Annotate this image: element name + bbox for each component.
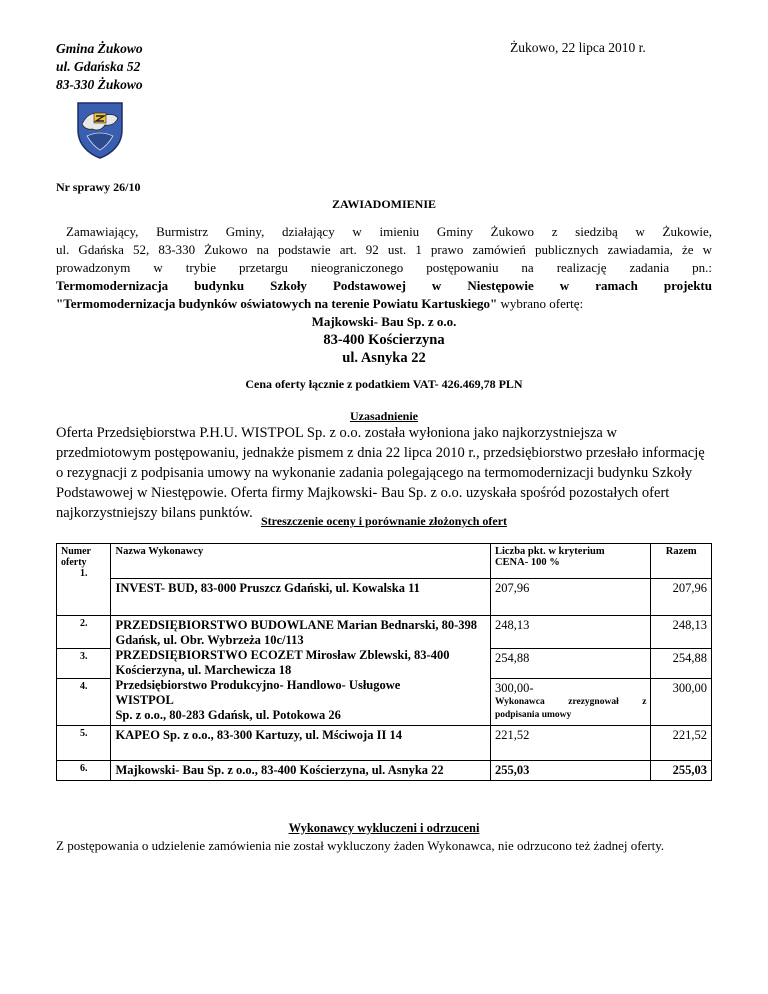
municipality-address [56, 40, 143, 94]
project-name: "Termomodernizacja budynków oświatowych na terenie Powiatu Kartuskiego" [56, 296, 498, 311]
excluded-heading: Wykonawcy wykluczeni i odrzuceni [288, 821, 480, 835]
table-header-row [57, 544, 712, 579]
summary-heading: Streszczenie oceny i porównanie złożonych ofert [260, 514, 508, 528]
total-points: 255,03 [651, 761, 712, 781]
header-text: oferty [61, 557, 87, 568]
excluded-text: Z postępowania o udzielenie zamówienia nie został wykluczony żaden Wykonawca, nie odrzucono też żadnej oferty. [56, 838, 665, 853]
contractor-name: INVEST- BUD, 83-000 Pruszcz Gdański, ul. Kowalska 11 [111, 579, 490, 616]
total-header: Razem [651, 544, 712, 579]
price-points: 248,13 [490, 616, 650, 649]
notice-line: Termomodernizacja budynku Szkoły Podstawowej w Niestępowie w ramach projektu [56, 278, 712, 293]
price-points [490, 678, 650, 726]
offer-number: 1. [79, 568, 88, 579]
address-line: 83-330 Żukowo [56, 77, 143, 92]
case-number: Nr sprawy 26/10 [56, 180, 141, 194]
winner-street: ul. Asnyka 22 [342, 350, 426, 366]
price-points: 254,88 [490, 648, 650, 678]
price-points: 255,03 [490, 761, 650, 781]
offer-number: 6. [57, 761, 111, 781]
total-points: 248,13 [651, 616, 712, 649]
header-text: Liczba pkt. w kryterium [494, 546, 605, 557]
offer-number: 2. [57, 616, 111, 649]
table-row [57, 579, 712, 616]
justification-heading: Uzasadnienie [349, 409, 418, 423]
points-header [490, 544, 650, 579]
total-points: 300,00 [651, 678, 712, 726]
address-line: ul. Gdańska 52 [56, 59, 141, 74]
total-points: 254,88 [651, 648, 712, 678]
contractor-name: PRZEDSIĘBIORSTWO ECOZET Mirosław Zblewski, 83-400 Kościerzyna, ul. Marchewicza 18 [111, 648, 490, 678]
justification-text: Oferta Przedsiębiorstwa P.H.U. WISTPOL Sp. z o.o. została wyłoniona jako najkorzystniejsza w przedmiotowym postępowaniu, jednakże pismem z dnia 22 lipca 2010 r., przedsiębiorstwo przesłało informację o rezygnacji z podpisania umowy na wykonanie zadania polegającego na termomodernizacji budynku Szkoły Podstawowej w Niestępowie. Oferta firmy Majkowski- Bau Sp. z o.o. uzyskała spośród pozostałych ofert najkorzystniejszy bilans punktów. [56, 425, 705, 521]
offer-number: 4. [57, 678, 111, 726]
total-points: 221,52 [651, 726, 712, 761]
winner-name: Majkowski- Bau Sp. z o.o. [311, 314, 457, 329]
document-title: ZAWIADOMIENIE [331, 197, 436, 211]
coat-of-arms-icon [75, 100, 125, 160]
offer-number: 3. [57, 648, 111, 678]
notice-line [56, 295, 712, 313]
document-date: Żukowo, 22 lipca 2010 r. [510, 40, 646, 55]
table-row [57, 726, 712, 761]
offer-number-header [57, 544, 111, 616]
offer-number: 5. [57, 726, 111, 761]
notice-line: Zamawiający, Burmistrz Gminy, działający w imieniu Gminy Żukowo z siedzibą w Żukowie, [66, 224, 712, 239]
notice-line-end: wybrano ofertę: [497, 296, 584, 311]
table-row [57, 648, 712, 678]
price-points: 221,52 [490, 726, 650, 761]
contractor-name-line: WISTPOL [115, 693, 174, 707]
header-text: CENA- 100 % [494, 557, 560, 568]
contractor-name-line: Sp. z o.o., 80-283 Gdańsk, ul. Potokowa 26 [115, 708, 341, 722]
contractor-name: KAPEO Sp. z o.o., 83-300 Kartuzy, ul. Mściwoja II 14 [111, 726, 490, 761]
contractor-name-line: Przedsiębiorstwo Produkcyjno- Handlowo- Usługowe [115, 678, 401, 692]
offer-price: Cena oferty łącznie z podatkiem VAT- 426.469,78 PLN [245, 377, 523, 391]
contractor-name: PRZEDSIĘBIORSTWO BUDOWLANE Marian Bednarski, 80-398 Gdańsk, ul. Obr. Wybrzeża 10c/113 [111, 616, 490, 649]
resignation-note: Wykonawca zrezygnował z podpisania umowy [494, 696, 647, 720]
address-line: Gmina Żukowo [56, 41, 143, 56]
offers-table [56, 543, 712, 781]
contractor-name [111, 678, 490, 726]
notice-line: prowadzonym w trybie przetargu nieograniczonego postępowaniu na realizację zadania pn.: [56, 260, 712, 275]
notice-line: ul. Gdańska 52, 83-330 Żukowo na podstawie art. 92 ust. 1 prawo zamówień publicznych zawiadamia, że w [56, 242, 712, 257]
header-text: Numer [61, 546, 91, 557]
table-row [57, 678, 712, 726]
price-points: 207,96 [490, 579, 650, 616]
winner-city: 83-400 Kościerzyna [323, 332, 445, 348]
points-value: 300,00- [494, 680, 534, 695]
total-points: 207,96 [651, 579, 712, 616]
table-row [57, 761, 712, 781]
notice-paragraph [56, 223, 712, 367]
name-header: Nazwa Wykonawcy [111, 544, 490, 579]
contractor-name: Majkowski- Bau Sp. z o.o., 83-400 Kościerzyna, ul. Asnyka 22 [111, 761, 490, 781]
table-row [57, 616, 712, 649]
